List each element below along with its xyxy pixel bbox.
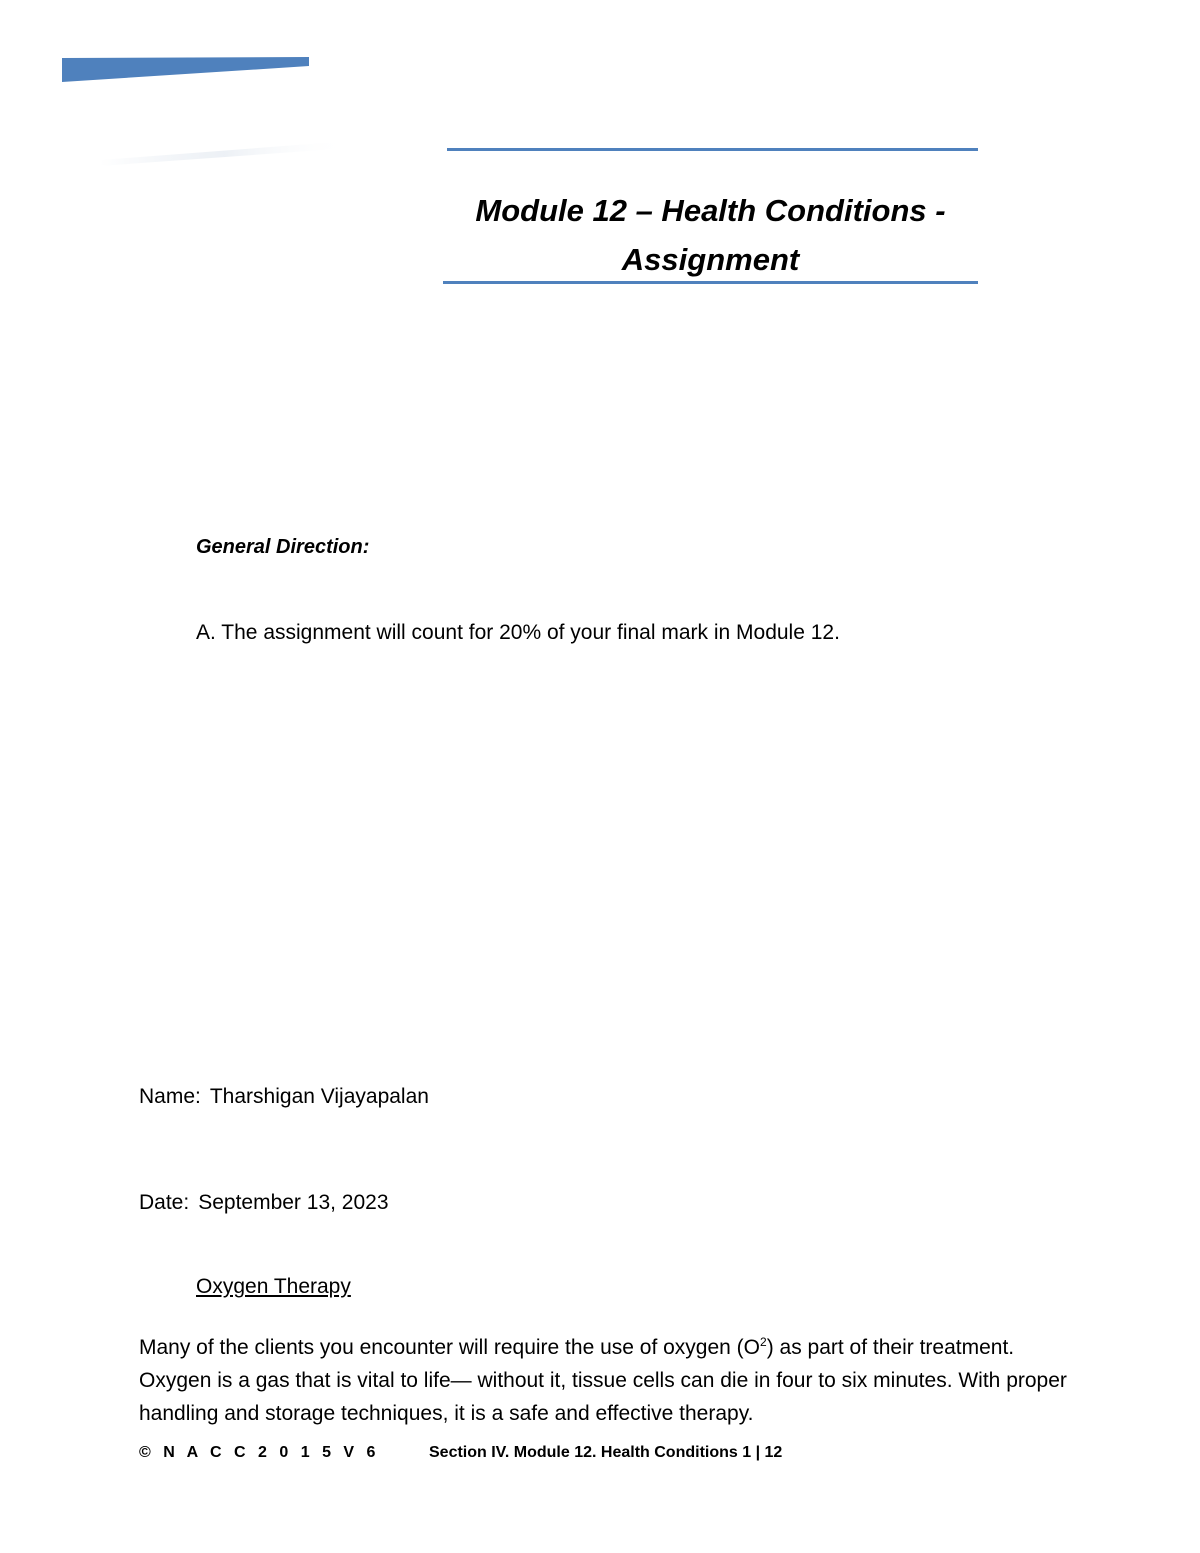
name-label: Name:: [139, 1085, 201, 1108]
title-bottom-rule: [443, 281, 978, 284]
footer-copyright: © N A C C 2 0 1 5 V 6: [139, 1444, 380, 1461]
name-value: Tharshigan Vijayapalan: [209, 1085, 429, 1108]
date-value: September 13, 2023: [198, 1191, 389, 1214]
paragraph-part-2: ) as part of their treatment. Oxygen is a gas that is vital to life— without it, tissue cells can die in four to six minutes. With proper handling and storage techniques, it is a safe and effective therapy.: [139, 1336, 1067, 1425]
oxygen-therapy-heading: Oxygen Therapy: [196, 1275, 351, 1298]
oxygen-therapy-paragraph: [139, 1326, 1079, 1430]
document-title: [443, 186, 978, 284]
date-field: [139, 1191, 389, 1215]
title-line-1: Module 12 – Health Conditions -: [475, 193, 946, 228]
blue-banner-shape: [62, 57, 309, 82]
footer-section-info: Section IV. Module 12. Health Conditions 1 | 12: [429, 1444, 783, 1461]
faint-swoosh-shape: [100, 141, 350, 166]
oxygen-subscript: 2: [760, 1335, 767, 1349]
date-label: Date:: [139, 1191, 190, 1214]
title-line-2: Assignment: [621, 242, 800, 277]
header-swoosh-graphic: [0, 0, 400, 180]
direction-item-a: A. The assignment will count for 20% of your final mark in Module 12.: [196, 621, 840, 644]
paragraph-part-1: Many of the clients you encounter will require the use of oxygen (O: [139, 1336, 760, 1359]
general-direction-heading: General Direction:: [196, 536, 370, 558]
name-field: [139, 1085, 429, 1109]
title-top-rule: [447, 148, 978, 151]
